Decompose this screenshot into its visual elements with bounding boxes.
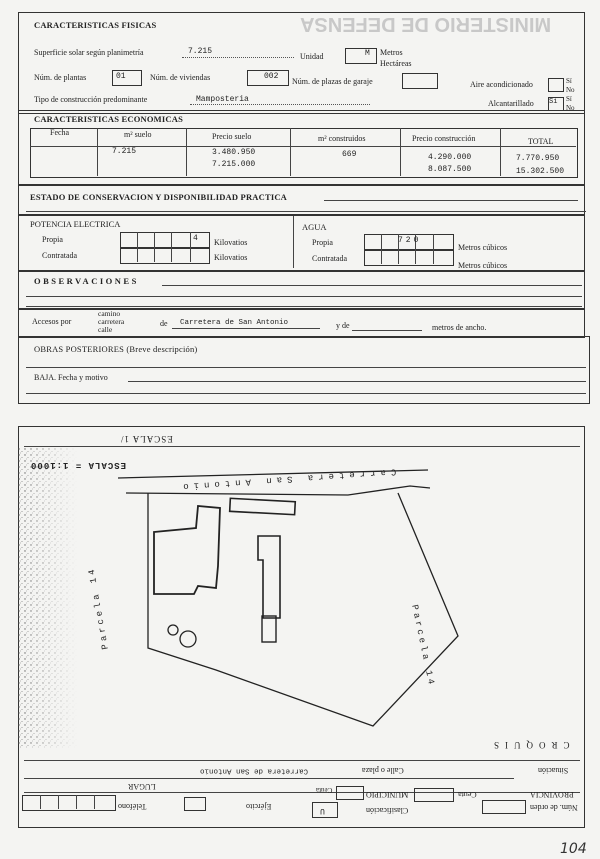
col-fecha: Fecha: [50, 128, 70, 137]
clasificacion-label: Clasificación: [366, 806, 409, 815]
tank-small: [168, 625, 178, 635]
calle-value: Carretera de San Antonio: [200, 766, 309, 775]
building-small: [262, 616, 276, 642]
potencia-contratada-box[interactable]: [120, 248, 210, 264]
building-long: [230, 498, 296, 514]
provincia-box[interactable]: [414, 788, 454, 802]
baja-label: BAJA. Fecha y motivo: [34, 373, 108, 382]
building-main: [154, 506, 220, 594]
parcela-left-label: Parcela 14: [86, 565, 111, 651]
potencia-propia-value: 4: [193, 234, 198, 243]
accesos-y-de-label: y de: [336, 321, 350, 330]
table-row-0-m2-suelo: 7.215: [112, 147, 137, 156]
col-m2-suelo: m² suelo: [124, 130, 152, 139]
situacion-label: Situación: [538, 766, 569, 775]
clasificacion-value: U: [320, 806, 325, 815]
unidad-value: M: [365, 49, 370, 58]
agua-contratada-label: Contratada: [312, 254, 348, 263]
potencia-title: POTENCIA ELECTRICA: [30, 219, 121, 229]
unidad-box[interactable]: [345, 48, 377, 64]
viviendas-label: Núm. de viviendas: [150, 73, 211, 82]
table-row-1-precio-construccion: 8.087.500: [428, 165, 472, 174]
croquis-label: CROQUIS: [488, 740, 570, 750]
municipio-value: Ceuta: [316, 786, 333, 794]
accesos-calle: calle: [98, 325, 113, 334]
municipio-box[interactable]: [336, 786, 364, 800]
potencia-kilovatios-1: Kilovatios: [214, 238, 248, 247]
aire-label: Aire acondicionado: [470, 80, 533, 89]
plantas-value: 01: [116, 72, 126, 81]
lugar-label: LUGAR: [128, 782, 156, 791]
aire-no: No: [566, 86, 575, 94]
economicas-title: CARACTERISTICAS ECONOMICAS: [34, 114, 184, 124]
municipio-label: MUNICIPIO: [366, 790, 409, 799]
accesos-camino: camino: [98, 309, 121, 318]
table-row-1-precio-suelo: 7.215.000: [212, 160, 256, 169]
table-row-1-total: 15.302.500: [516, 167, 565, 176]
tipo-value: Mamposteria: [196, 95, 249, 104]
alcantarillado-value: Sí: [549, 98, 558, 106]
superficie-label: Superficie solar según planimetría: [34, 48, 144, 57]
agua-propia-value: 720: [398, 236, 422, 245]
agua-metros-2: Metros cúbicos: [458, 261, 508, 270]
page-number: 104: [560, 841, 587, 857]
col-precio-construccion: Precio construcción: [412, 134, 476, 143]
ejercito-label: Ejército: [246, 802, 272, 811]
viviendas-value: 002: [264, 72, 279, 81]
provincia-label: PROVINCIA: [530, 790, 574, 799]
scan-noise: [18, 448, 78, 748]
ejercito-box[interactable]: [184, 797, 206, 811]
aire-si: Sí: [566, 77, 572, 85]
tipo-label: Tipo de construcción predominante: [34, 95, 148, 104]
aire-box[interactable]: [548, 78, 564, 92]
accesos-label: Accesos por: [32, 317, 72, 326]
table-row-0-m2-construidos: 669: [342, 150, 357, 159]
plantas-label: Núm. de plantas: [34, 73, 87, 82]
table-row-0-precio-suelo: 3.480.950: [212, 148, 256, 157]
site-plan-sketch: [18, 448, 583, 748]
num-orden-label: Núm. de orden: [530, 803, 578, 812]
metros-label: Metros: [380, 48, 403, 57]
escala-top-label: ESCALA 1/: [120, 434, 173, 444]
road-bottom-edge: [126, 486, 430, 495]
telefono-box[interactable]: [22, 795, 116, 811]
col-precio-suelo: Precio suelo: [212, 132, 252, 141]
telefono-label: Teléfono: [118, 802, 147, 811]
potencia-propia-label: Propia: [42, 235, 63, 244]
table-row-0-total: 7.770.950: [516, 154, 560, 163]
agua-contratada-box[interactable]: [364, 250, 454, 266]
calle-label: Calle o plaza: [362, 766, 404, 775]
garaje-label: Núm. de plazas de garaje: [292, 77, 373, 86]
hectareas-label: Hectáreas: [380, 59, 412, 68]
superficie-value: 7.215: [188, 47, 213, 56]
building-right: [258, 536, 280, 618]
clasificacion-box[interactable]: [312, 802, 338, 818]
escala-map-label: ESCALA = 1:1000: [30, 460, 127, 470]
estado-title: ESTADO DE CONSERVACION Y DISPONIBILIDAD PRACTICA: [30, 192, 288, 202]
accesos-de-value: Carretera de San Antonio: [180, 319, 289, 327]
agua-title: AGUA: [302, 222, 327, 232]
alcantarillado-label: Alcantarillado: [488, 99, 534, 108]
num-orden-box[interactable]: [482, 800, 526, 814]
unidad-label: Unidad: [300, 52, 324, 61]
potencia-contratada-label: Contratada: [42, 251, 78, 260]
alcantarillado-no: No: [566, 104, 575, 112]
table-row-0-precio-construccion: 4.290.000: [428, 153, 472, 162]
fisicas-title: CARACTERISTICAS FISICAS: [34, 20, 157, 30]
garaje-box[interactable]: [402, 73, 438, 89]
col-m2-construidos: m² construidos: [318, 134, 366, 143]
provincia-value: Ceuta: [458, 790, 477, 799]
alcantarillado-si: Sí: [566, 95, 572, 103]
observaciones-title: OBSERVACIONES: [34, 276, 139, 286]
parcela-right-label: Parcela 14: [409, 603, 437, 689]
potencia-kilovatios-2: Kilovatios: [214, 253, 248, 262]
agua-metros-1: Metros cúbicos: [458, 243, 508, 252]
agua-propia-label: Propia: [312, 238, 333, 247]
col-total: TOTAL: [528, 137, 554, 146]
accesos-de-label: de: [160, 319, 168, 328]
obras-title: OBRAS POSTERIORES (Breve descripción): [34, 344, 198, 354]
bleed-through-text: MINISTERIO DE DEFENSA: [300, 13, 552, 35]
road-label: Carretera San Antonio: [177, 466, 397, 492]
tank-large: [180, 631, 196, 647]
accesos-carretera: carretera: [98, 317, 125, 326]
accesos-ancho-label: metros de ancho.: [432, 323, 487, 332]
